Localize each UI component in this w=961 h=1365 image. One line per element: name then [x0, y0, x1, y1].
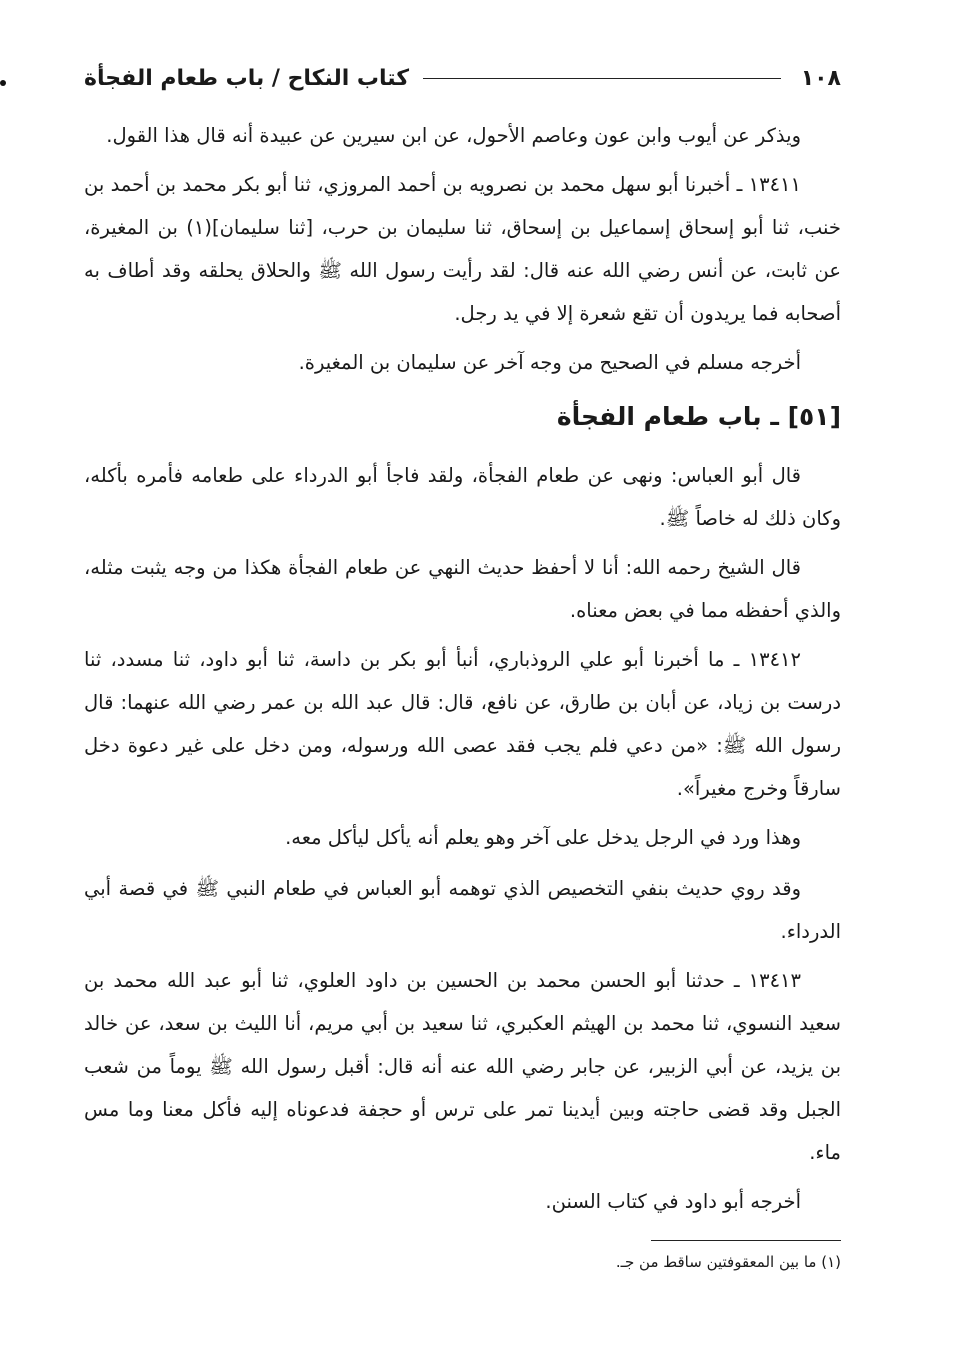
margin-mark	[0, 80, 6, 86]
hadith-13411: ١٣٤١١ ـ أخبرنا أبو سهل محمد بن نصرويه بن أحمد المروزي، ثنا أبو بكر محمد بن أحمد بن خنب، ثنا أبو إسحاق إسماعيل بن إسحاق، ثنا سليمان بن حرب، [ثنا سليمان](١) بن المغيرة، عن ثابت، عن أنس رضي الله عنه قال: لقد رأيت رسول الله ﷺ والحلاق يحلقه وقد أطاف به أصحابه فما يريدون أن تقع شعرة إلا في يد رجل.	[84, 173, 841, 325]
footnote-area	[84, 1240, 841, 1273]
paragraph: قال الشيخ رحمه الله: أنا لا أحفظ حديث النهي عن طعام الفجأة هكذا من وجه يثبت مثله، والذي أحفظه مما في بعض معناه.	[84, 556, 841, 622]
footnote: (١) ما بين المعقوفتين ساقط من جـ.	[615, 1253, 841, 1271]
paragraph: وقد روي حديث بنفي التخصيص الذي توهمه أبو العباس في طعام النبي ﷺ في قصة أبي الدرداء.	[84, 877, 841, 943]
paragraph: قال أبو العباس: ونهى عن طعام الفجأة، ولقد فاجأ أبو الدرداء على طعامه فأمره بأكله، وكان ذلك له خاصاً ﷺ.	[84, 464, 841, 530]
main-text	[84, 114, 841, 1223]
paragraph: أخرجه أبو داود في كتاب السنن.	[545, 1190, 801, 1213]
paragraph: أخرجه مسلم في الصحيح من وجه آخر عن سليمان بن المغيرة.	[298, 351, 801, 374]
hadith-13412: ١٣٤١٢ ـ ما أخبرنا أبو علي الروذباري، أنبأ أبو بكر بن داسة، ثنا أبو داود، ثنا مسدد، ثنا درست بن زياد، عن أبان بن طارق، عن نافع، قال: قال عبد الله بن عمر رضي الله عنهما: قال رسول الله ﷺ: «من دعي فلم يجب فقد عصى الله ورسوله، ومن دخل على غير دعوة دخل سارقاً وخرج مغيراً».	[84, 648, 841, 800]
footnote-rule	[651, 1240, 841, 1241]
paragraph: ويذكر عن أيوب وابن عون وعاصم الأحول، عن ابن سيرين عن عبيدة أنه قال هذا القول.	[106, 124, 801, 147]
hadith-13413: ١٣٤١٣ ـ حدثنا أبو الحسن محمد بن الحسين بن داود العلوي، ثنا أبو عبد الله محمد بن سعيد النسوي، ثنا محمد بن الهيثم العكبري، ثنا سعيد بن أبي مريم، أنا الليث بن سعد، عن خالد بن يزيد، عن أبي الزبير، عن جابر رضي الله عنه أنه قال: أقبل رسول الله ﷺ يوماً من شعب الجبل وقد قضى حاجته وبين أيدينا تمر على ترس أو حجفة فدعوناه إليه فأكل معنا وما مس ماء.	[84, 969, 841, 1164]
paragraph: وهذا ورد في الرجل يدخل على آخر وهو يعلم أنه يأكل ليأكل معه.	[285, 826, 801, 849]
page-number: ١٠٨	[800, 65, 841, 91]
running-title: كتاب النكاح / باب طعام الفجأة	[84, 65, 410, 91]
header-rule	[423, 78, 781, 79]
page-header	[84, 58, 841, 98]
book-page	[84, 58, 841, 1338]
chapter-title: [٥١] ـ باب طعام الفجأة	[556, 402, 841, 431]
